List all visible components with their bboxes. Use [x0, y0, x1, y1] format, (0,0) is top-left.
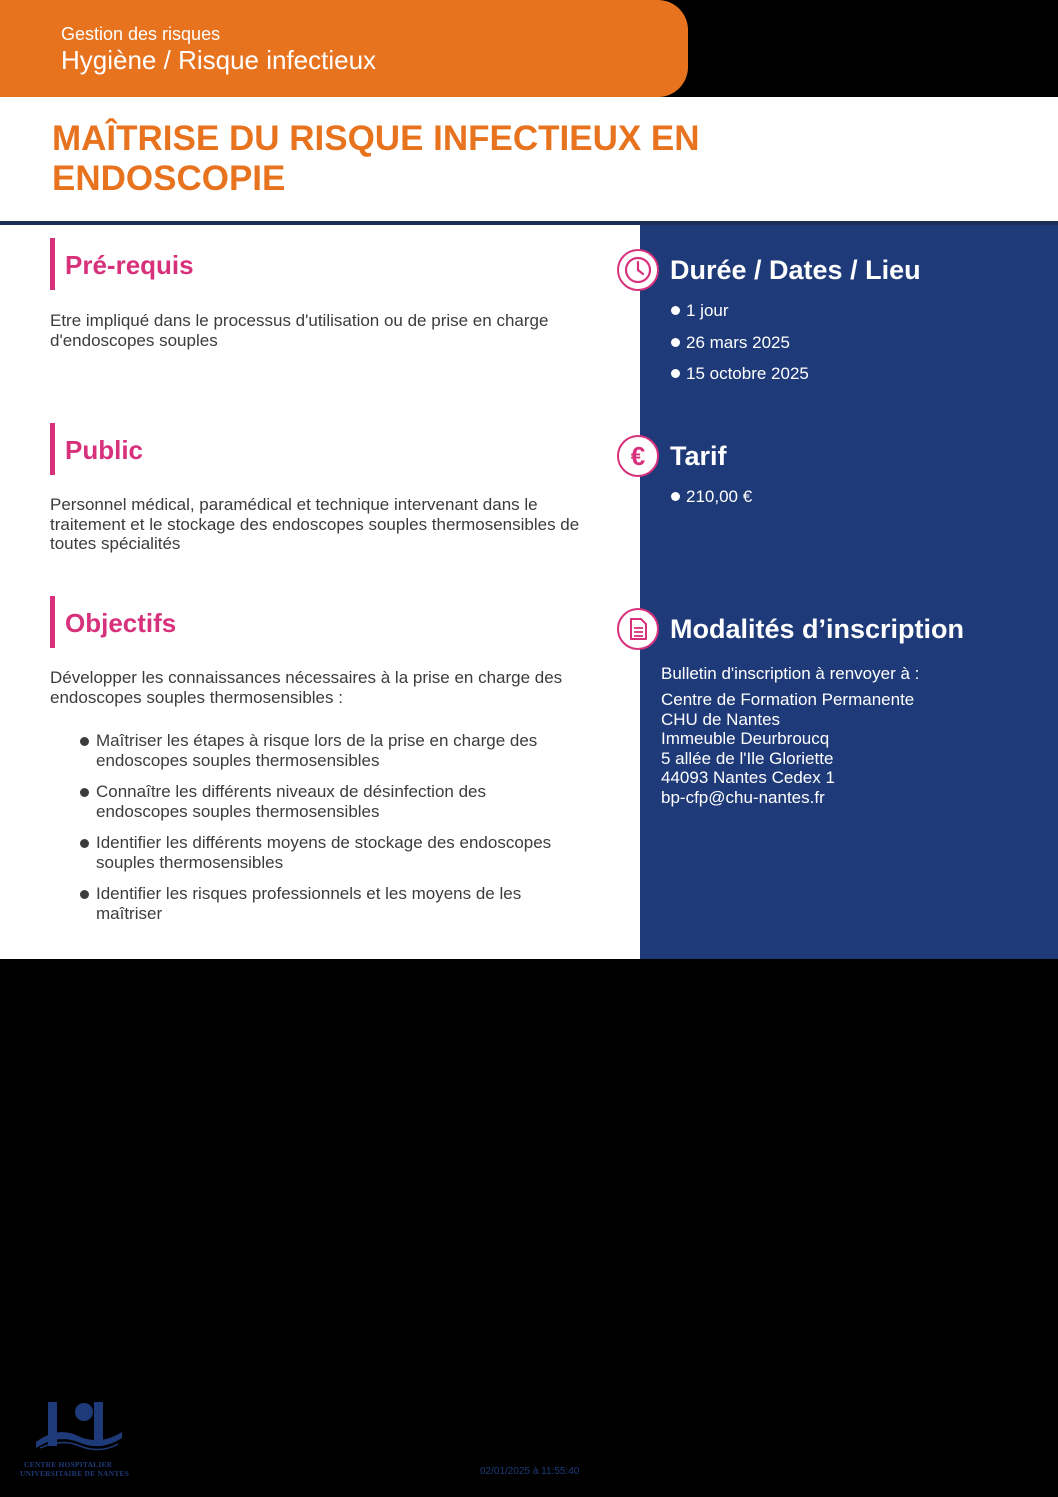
objectifs-list	[80, 731, 580, 935]
title-band	[0, 97, 1058, 221]
address-line: 44093 Nantes Cedex 1	[661, 768, 835, 787]
address-line: 5 allée de l'Ile Gloriette	[661, 748, 834, 768]
list-item: 15 octobre 2025	[670, 364, 1030, 384]
public-text: Personnel médical, paramédical et technique intervenant dans le traitement et le stockage des endoscopes souples thermosensibles de toutes spécialités	[50, 495, 580, 553]
duree-list	[670, 301, 1030, 396]
section-accent-bar	[50, 596, 55, 648]
document-title: MAÎTRISE DU RISQUE INFECTIEUX EN ENDOSCOPIE	[52, 119, 700, 198]
header-band	[0, 0, 1058, 97]
inscription-heading: Modalités d’inscription	[670, 614, 965, 644]
list-item: Connaître les différents niveaux de désinfection des endoscopes souples thermosensibles	[80, 782, 580, 821]
list-item: 1 jour	[670, 301, 1030, 321]
document-icon	[617, 608, 659, 650]
inscription-intro: Bulletin d'inscription à renvoyer à :	[661, 664, 920, 683]
category-tab	[0, 0, 688, 97]
chu-nantes-logo	[18, 1398, 138, 1478]
prerequis-heading: Pré-requis	[65, 250, 194, 280]
section-accent-bar	[50, 423, 55, 475]
objectifs-heading: Objectifs	[65, 608, 177, 638]
list-item: Identifier les risques professionnels et les moyens de les maîtriser	[80, 884, 580, 923]
address-line: Immeuble Deurbroucq	[661, 729, 830, 748]
duree-heading: Durée / Dates / Lieu	[670, 255, 921, 285]
address-line: Centre de Formation Permanente	[661, 690, 915, 709]
euro-symbol: €	[630, 441, 646, 471]
list-item: 26 mars 2025	[670, 333, 1030, 353]
list-item: Maîtriser les étapes à risque lors de la prise en charge des endoscopes souples thermosensibles	[80, 731, 580, 770]
email-link[interactable]: bp-cfp@chu-nantes.fr	[661, 787, 825, 807]
address-line: CHU de Nantes	[661, 709, 781, 729]
objectifs-intro: Développer les connaissances nécessaires à la prise en charge des endoscopes souples thermosensibles :	[50, 668, 563, 707]
logo-caption: UNIVERSITAIRE DE NANTES	[20, 1469, 130, 1478]
prerequis-text: Etre impliqué dans le processus d'utilisation ou de prise en charge d'endoscopes souples	[50, 311, 549, 350]
public-heading: Public	[65, 435, 144, 465]
section-accent-bar	[50, 238, 55, 290]
category-label: Gestion des risques	[61, 24, 221, 44]
subcategory-label: Hygiène / Risque infectieux	[61, 45, 377, 75]
print-timestamp: 02/01/2025 à 11:55:40	[480, 1466, 580, 1477]
list-item: 210,00 €	[670, 487, 1030, 507]
euro-icon	[617, 435, 659, 477]
logo-caption: CENTRE HOSPITALIER	[24, 1460, 113, 1469]
tarif-list	[670, 487, 1030, 519]
clock-icon	[617, 249, 659, 291]
tarif-heading: Tarif	[670, 441, 727, 471]
list-item: Identifier les différents moyens de stockage des endoscopes souples thermosensibles	[80, 833, 580, 872]
inscription-address	[661, 690, 1041, 807]
